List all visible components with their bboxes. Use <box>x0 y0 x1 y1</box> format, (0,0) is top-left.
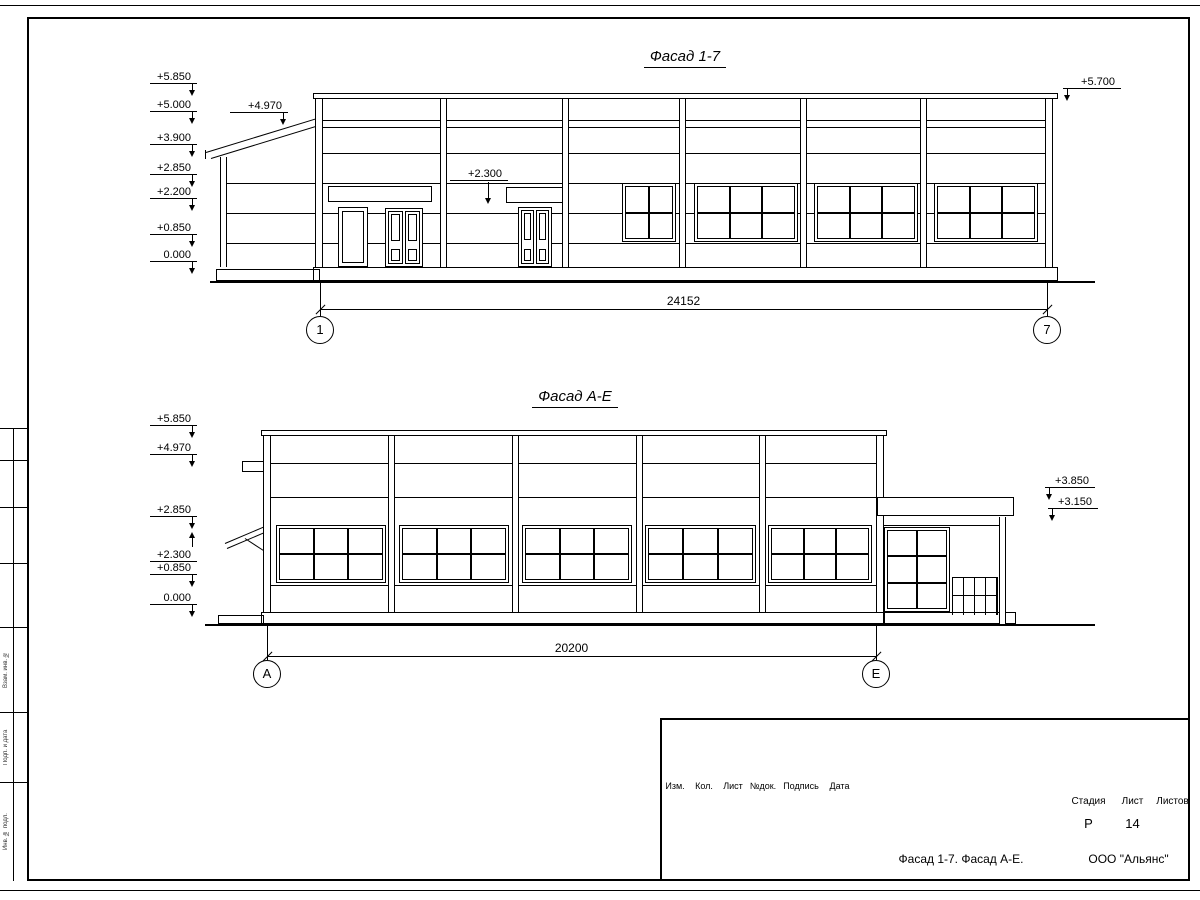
elevation-arrow-icon <box>1049 488 1050 496</box>
elevation-arrow-icon <box>1067 89 1068 97</box>
elevation-arrow-icon <box>488 182 489 202</box>
elevation-arrow-icon <box>192 455 193 463</box>
elevation-mark: +5.000 <box>150 99 197 112</box>
elevation-arrow-icon <box>1052 509 1053 517</box>
titleblock-header: Кол. <box>695 781 713 791</box>
side-strip-label: Инв. № подл. <box>3 813 9 850</box>
elevation-arrow-icon <box>192 605 193 613</box>
elevation-arrow-icon <box>192 145 193 153</box>
titleblock-header: Дата <box>829 781 850 791</box>
drawing-line <box>0 507 27 508</box>
titleblock-header: №док. <box>749 781 777 791</box>
elevation-arrow-icon <box>192 235 193 243</box>
drawing-line <box>0 563 27 564</box>
elevation-arrow-icon <box>283 113 284 121</box>
elevation-mark: +2.850 <box>150 162 197 175</box>
elevation-arrow-icon <box>192 575 193 583</box>
axis-bubble: 1 <box>306 316 334 344</box>
side-strip-label: Подп. и дата <box>3 729 9 765</box>
titleblock-header: Лист <box>723 781 743 791</box>
elevation-mark: +3.150 <box>1048 496 1098 509</box>
axis-bubble: Е <box>862 660 890 688</box>
axis-bubble: 7 <box>1033 316 1061 344</box>
elevation-mark: +2.300 <box>450 168 508 181</box>
elevation-mark: +3.850 <box>1045 475 1095 488</box>
elevation-mark: +2.300 <box>150 549 197 562</box>
sheet-edge-line <box>0 5 1200 6</box>
sheet-label: Лист <box>1121 796 1144 807</box>
elevation-mark: +4.970 <box>230 100 288 113</box>
organization-name: ООО "Альянс" <box>1088 852 1169 866</box>
stage-value: Р <box>1084 816 1093 831</box>
elevation-arrow-icon <box>192 538 193 547</box>
elevation-arrow-icon <box>192 426 193 434</box>
elevation-mark: +5.850 <box>150 413 197 426</box>
elevation-arrow-icon <box>192 112 193 120</box>
dimension-label: 20200 <box>554 641 589 655</box>
drawing-line <box>0 460 27 461</box>
axis-bubble: А <box>253 660 281 688</box>
elevation-arrow-icon <box>192 199 193 207</box>
elevation-mark: 0.000 <box>150 249 197 262</box>
elevation-mark: 0.000 <box>150 592 197 605</box>
elevation-arrow-icon <box>192 517 193 525</box>
elevation-mark: +5.850 <box>150 71 197 84</box>
drawing-name: Фасад 1-7. Фасад А-Е. <box>898 852 1024 866</box>
elevation-mark: +4.970 <box>150 442 197 455</box>
elevation-mark: +2.200 <box>150 186 197 199</box>
titleblock-header: Подпись <box>783 781 819 791</box>
elevation-mark: +0.850 <box>150 562 197 575</box>
dimension-label: 24152 <box>666 294 701 308</box>
elevation-mark: +2.850 <box>150 504 197 517</box>
stage-label: Стадия <box>1071 796 1106 807</box>
facade17-title: Фасад 1-7 <box>570 48 800 65</box>
elevation-mark: +5.700 <box>1063 76 1121 89</box>
elevation-arrow-icon <box>192 262 193 270</box>
sheet-edge-line <box>0 890 1200 891</box>
facadeAE-title: Фасад А-Е <box>460 388 690 405</box>
elevation-arrow-icon <box>192 175 193 183</box>
elevation-arrow-icon <box>192 84 193 92</box>
sheets-label: Листов <box>1156 796 1189 807</box>
titleblock-header: Изм. <box>665 781 685 791</box>
drawing-line <box>13 428 14 881</box>
side-strip-label: Взам. инв. № <box>3 651 9 688</box>
sheet-number: 14 <box>1125 816 1140 831</box>
elevation-mark: +0.850 <box>150 222 197 235</box>
elevation-mark: +3.900 <box>150 132 197 145</box>
